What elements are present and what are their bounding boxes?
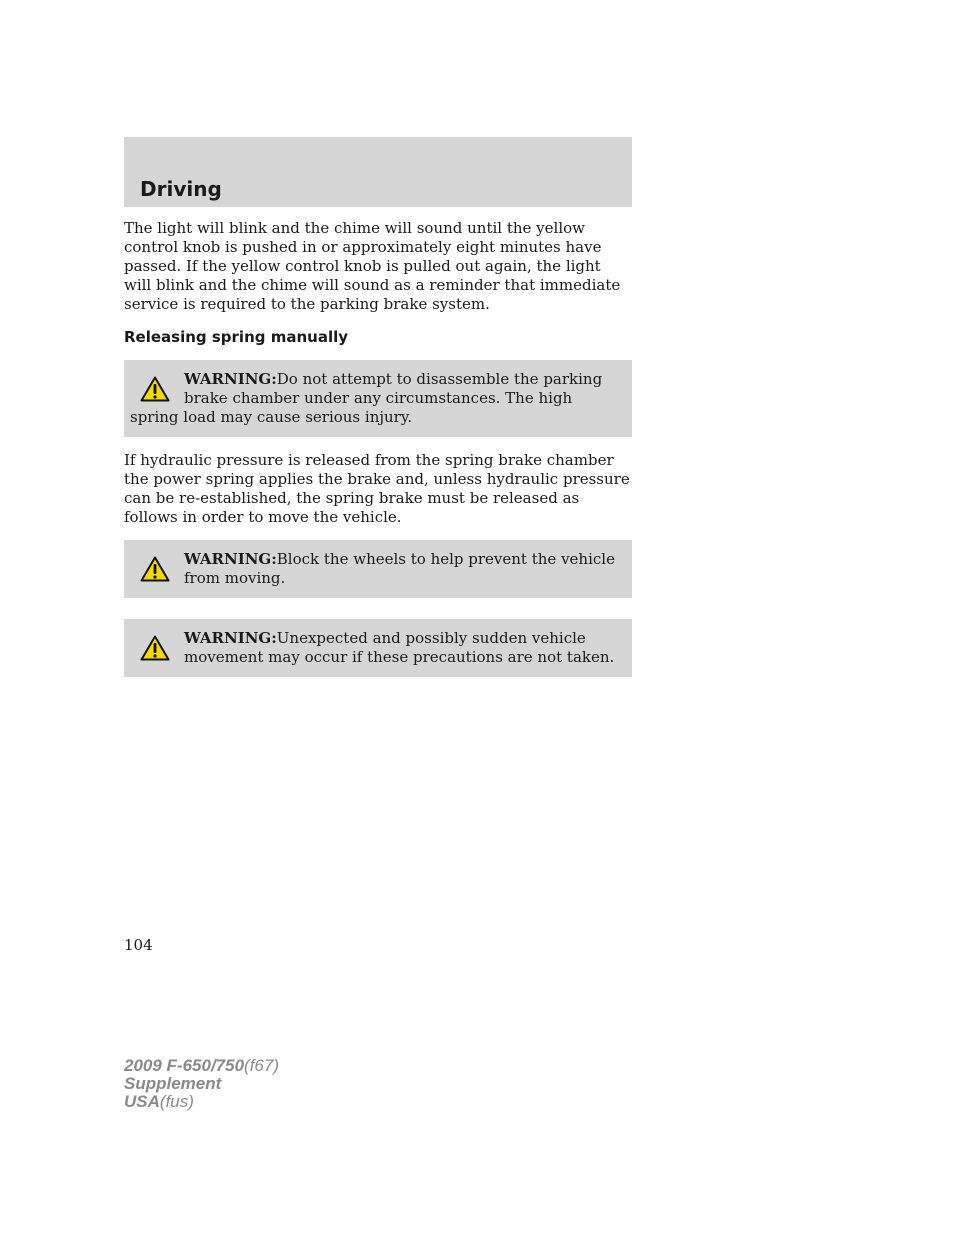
document-footer bbox=[124, 1057, 279, 1111]
footer-model-code: (f67) bbox=[244, 1056, 280, 1075]
body-paragraph: If hydraulic pressure is released from the spring brake chamber the power spring applies the brake and, unless hydraulic pressure can be re-established, the spring brake must be released as follows in order to move the vehicle. bbox=[124, 451, 630, 526]
footer-model-line bbox=[124, 1057, 279, 1075]
body-paragraph: The light will blink and the chime will sound until the yellow control knob is pushed in or approximately eight minutes have passed. If the yellow control knob is pulled out again, the light will blink and the chime will sound as a reminder that immediate service is required to the parking brake system. bbox=[124, 219, 621, 313]
subheading: Releasing spring manually bbox=[124, 328, 349, 346]
warning-triangle-icon bbox=[140, 635, 170, 661]
footer-doc-type: Supplement bbox=[124, 1074, 222, 1093]
footer-region-line bbox=[124, 1093, 279, 1111]
warning-box bbox=[124, 360, 632, 437]
section-title: Driving bbox=[140, 177, 222, 201]
warning-label: WARNING: bbox=[184, 629, 277, 647]
warning-label: WARNING: bbox=[184, 370, 277, 388]
warning-text: Unexpected and possibly sudden vehicle movement may occur if these precautions are not taken. bbox=[184, 629, 615, 666]
warning-box bbox=[124, 619, 632, 677]
warning-box bbox=[124, 540, 632, 598]
footer-region: USA bbox=[124, 1092, 160, 1111]
warning-label: WARNING: bbox=[184, 550, 277, 568]
footer-model: 2009 F-650/750 bbox=[124, 1056, 245, 1075]
footer-region-code: (fus) bbox=[159, 1092, 194, 1111]
warning-triangle-icon bbox=[140, 556, 170, 582]
warning-text: Block the wheels to help prevent the vehicle from moving. bbox=[184, 550, 615, 587]
warning-triangle-icon bbox=[140, 376, 170, 402]
page-content bbox=[124, 219, 632, 677]
warning-text: Do not attempt to disassemble the parking brake chamber under any circumstances. The high spring load may cause serious injury. bbox=[130, 370, 603, 426]
section-header bbox=[124, 137, 632, 207]
page-number: 104 bbox=[124, 936, 153, 954]
